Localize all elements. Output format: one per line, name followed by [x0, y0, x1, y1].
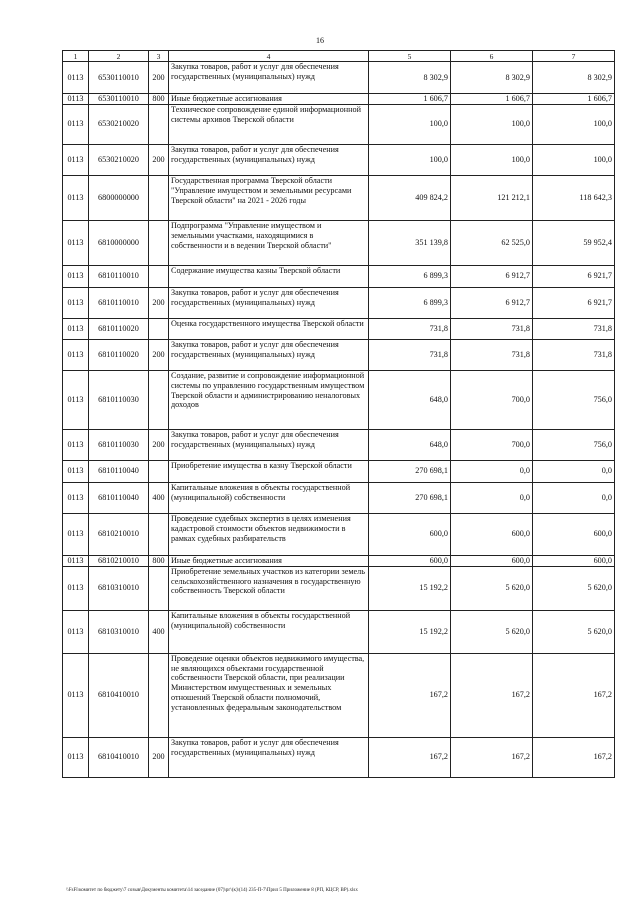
table-row [63, 460, 615, 482]
cell-name: Иные бюджетные ассигнования [169, 555, 369, 566]
cell-section: 0113 [63, 62, 89, 94]
cell-amount-2024: 351 139,8 [369, 220, 451, 265]
cell-target-article: 6810110040 [89, 482, 149, 513]
cell-section: 0113 [63, 265, 89, 287]
cell-section: 0113 [63, 144, 89, 175]
cell-target-article: 6810310010 [89, 566, 149, 610]
cell-name: Закупка товаров, работ и услуг для обеспечения государственных (муниципальных) нужд [169, 144, 369, 175]
cell-name: Приобретение имущества в казну Тверской области [169, 460, 369, 482]
table-row [63, 287, 615, 318]
cell-amount-2024: 648,0 [369, 429, 451, 460]
cell-section: 0113 [63, 737, 89, 777]
cell-name: Капитальные вложения в объекты государственной (муниципальной) собственности [169, 610, 369, 653]
cell-target-article: 6530110010 [89, 62, 149, 94]
cell-amount-2025: 121 212,1 [451, 175, 533, 220]
cell-expense-type: 800 [149, 94, 169, 105]
cell-section: 0113 [63, 555, 89, 566]
cell-amount-2025: 5 620,0 [451, 566, 533, 610]
table-row [63, 265, 615, 287]
cell-amount-2024: 600,0 [369, 513, 451, 555]
cell-amount-2026: 6 921,7 [533, 265, 615, 287]
table-row [63, 610, 615, 653]
cell-expense-type: 200 [149, 737, 169, 777]
cell-name: Закупка товаров, работ и услуг для обеспечения государственных (муниципальных) нужд [169, 287, 369, 318]
cell-name: Закупка товаров, работ и услуг для обеспечения государственных (муниципальных) нужд [169, 62, 369, 94]
cell-amount-2026: 731,8 [533, 339, 615, 370]
table-row [63, 175, 615, 220]
table-row [63, 370, 615, 429]
cell-amount-2026: 8 302,9 [533, 62, 615, 94]
table-row [63, 513, 615, 555]
header-col-1: 1 [63, 51, 89, 62]
cell-target-article: 6810110020 [89, 339, 149, 370]
cell-expense-type [149, 460, 169, 482]
cell-expense-type: 200 [149, 287, 169, 318]
cell-amount-2026: 5 620,0 [533, 610, 615, 653]
cell-target-article: 6810000000 [89, 220, 149, 265]
cell-target-article: 6810110010 [89, 287, 149, 318]
cell-section: 0113 [63, 429, 89, 460]
header-col-7: 7 [533, 51, 615, 62]
cell-section: 0113 [63, 653, 89, 737]
cell-target-article: 6810310010 [89, 610, 149, 653]
header-col-6: 6 [451, 51, 533, 62]
table-row [63, 482, 615, 513]
cell-amount-2026: 731,8 [533, 318, 615, 339]
cell-expense-type: 200 [149, 339, 169, 370]
header-col-3: 3 [149, 51, 169, 62]
cell-amount-2025: 6 912,7 [451, 287, 533, 318]
cell-name: Подпрограмма "Управление имуществом и земельными участками, находящимися в собственности и в ведении Тверской области" [169, 220, 369, 265]
cell-expense-type: 200 [149, 144, 169, 175]
cell-expense-type [149, 220, 169, 265]
cell-section: 0113 [63, 460, 89, 482]
cell-target-article: 6800000000 [89, 175, 149, 220]
cell-expense-type [149, 653, 169, 737]
header-col-2: 2 [89, 51, 149, 62]
cell-amount-2025: 62 525,0 [451, 220, 533, 265]
cell-amount-2025: 167,2 [451, 653, 533, 737]
cell-expense-type [149, 175, 169, 220]
cell-amount-2025: 167,2 [451, 737, 533, 777]
cell-name: Государственная программа Тверской области "Управление имуществом и земельными ресурсами Тверской области" на 2021 - 2026 годы [169, 175, 369, 220]
table-row [63, 653, 615, 737]
cell-section: 0113 [63, 566, 89, 610]
cell-expense-type [149, 104, 169, 144]
cell-amount-2024: 270 698,1 [369, 460, 451, 482]
cell-name: Проведение оценки объектов недвижимого имущества, не являющихся объектами государственной собственности Тверской области, при реализации Министерством имущественных и земельных отношений Тверской области полномочий, установленных федеральным законодательством [169, 653, 369, 737]
cell-name: Техническое сопровождение единой информационной системы архивов Тверской области [169, 104, 369, 144]
cell-section: 0113 [63, 318, 89, 339]
cell-amount-2025: 731,8 [451, 318, 533, 339]
cell-section: 0113 [63, 104, 89, 144]
cell-amount-2024: 100,0 [369, 104, 451, 144]
cell-target-article: 6810110040 [89, 460, 149, 482]
cell-amount-2025: 1 606,7 [451, 94, 533, 105]
cell-target-article: 6530210020 [89, 104, 149, 144]
table-row [63, 62, 615, 94]
cell-expense-type: 400 [149, 482, 169, 513]
cell-amount-2026: 5 620,0 [533, 566, 615, 610]
cell-amount-2025: 700,0 [451, 370, 533, 429]
cell-amount-2025: 731,8 [451, 339, 533, 370]
cell-target-article: 6810410010 [89, 737, 149, 777]
table-row [63, 104, 615, 144]
cell-amount-2024: 648,0 [369, 370, 451, 429]
budget-table [62, 50, 615, 778]
cell-section: 0113 [63, 287, 89, 318]
cell-section: 0113 [63, 175, 89, 220]
table-row [63, 220, 615, 265]
cell-amount-2024: 8 302,9 [369, 62, 451, 94]
cell-amount-2024: 731,8 [369, 339, 451, 370]
cell-target-article: 6810110020 [89, 318, 149, 339]
cell-expense-type: 800 [149, 555, 169, 566]
table-row [63, 339, 615, 370]
cell-expense-type [149, 566, 169, 610]
cell-expense-type: 200 [149, 62, 169, 94]
cell-expense-type: 400 [149, 610, 169, 653]
cell-name: Закупка товаров, работ и услуг для обеспечения государственных (муниципальных) нужд [169, 429, 369, 460]
cell-target-article: 6810410010 [89, 653, 149, 737]
table-row [63, 94, 615, 105]
cell-amount-2025: 6 912,7 [451, 265, 533, 287]
cell-amount-2024: 167,2 [369, 653, 451, 737]
cell-amount-2025: 0,0 [451, 482, 533, 513]
cell-expense-type [149, 370, 169, 429]
cell-name: Содержание имущества казны Тверской области [169, 265, 369, 287]
cell-section: 0113 [63, 513, 89, 555]
cell-section: 0113 [63, 370, 89, 429]
file-path-footer: \\FsFi\комитет по бюджету\7 созыв\Документы комитета\14 заседание (07)\рг\(к)\(14) 235-П-7\Прил 5 Приложение 8 (РП, КЦСР, ВР).xlsx [66, 888, 358, 893]
cell-name: Закупка товаров, работ и услуг для обеспечения государственных (муниципальных) нужд [169, 339, 369, 370]
cell-amount-2026: 167,2 [533, 737, 615, 777]
cell-amount-2026: 100,0 [533, 104, 615, 144]
cell-amount-2025: 600,0 [451, 555, 533, 566]
cell-amount-2025: 600,0 [451, 513, 533, 555]
cell-amount-2024: 6 899,3 [369, 287, 451, 318]
header-col-4: 4 [169, 51, 369, 62]
cell-name: Создание, развитие и сопровождение информационной системы по управлению государственным имуществом Тверской области и администрированию неналоговых доходов [169, 370, 369, 429]
cell-name: Проведение судебных экспертиз в целях изменения кадастровой стоимости объектов недвижимости в рамках судебных разбирательств [169, 513, 369, 555]
cell-amount-2025: 100,0 [451, 144, 533, 175]
cell-amount-2024: 100,0 [369, 144, 451, 175]
table-row [63, 318, 615, 339]
page-number: 16 [316, 36, 324, 45]
cell-target-article: 6810210010 [89, 513, 149, 555]
table-row [63, 737, 615, 777]
cell-expense-type [149, 513, 169, 555]
cell-target-article: 6810110010 [89, 265, 149, 287]
cell-target-article: 6530210020 [89, 144, 149, 175]
cell-target-article: 6810110030 [89, 429, 149, 460]
cell-amount-2026: 756,0 [533, 429, 615, 460]
cell-target-article: 6530110010 [89, 94, 149, 105]
cell-amount-2026: 0,0 [533, 460, 615, 482]
cell-amount-2024: 6 899,3 [369, 265, 451, 287]
cell-amount-2026: 600,0 [533, 513, 615, 555]
cell-target-article: 6810210010 [89, 555, 149, 566]
cell-expense-type [149, 265, 169, 287]
cell-name: Капитальные вложения в объекты государственной (муниципальной) собственности [169, 482, 369, 513]
cell-amount-2024: 409 824,2 [369, 175, 451, 220]
cell-amount-2026: 600,0 [533, 555, 615, 566]
cell-section: 0113 [63, 220, 89, 265]
cell-section: 0113 [63, 94, 89, 105]
cell-amount-2024: 15 192,2 [369, 610, 451, 653]
cell-amount-2024: 270 698,1 [369, 482, 451, 513]
cell-amount-2026: 167,2 [533, 653, 615, 737]
cell-amount-2024: 15 192,2 [369, 566, 451, 610]
cell-amount-2026: 1 606,7 [533, 94, 615, 105]
table-row [63, 144, 615, 175]
cell-amount-2025: 700,0 [451, 429, 533, 460]
cell-name: Иные бюджетные ассигнования [169, 94, 369, 105]
cell-amount-2024: 167,2 [369, 737, 451, 777]
cell-target-article: 6810110030 [89, 370, 149, 429]
cell-amount-2025: 0,0 [451, 460, 533, 482]
header-col-5: 5 [369, 51, 451, 62]
cell-amount-2025: 5 620,0 [451, 610, 533, 653]
cell-name: Закупка товаров, работ и услуг для обеспечения государственных (муниципальных) нужд [169, 737, 369, 777]
cell-section: 0113 [63, 482, 89, 513]
cell-amount-2024: 600,0 [369, 555, 451, 566]
cell-amount-2024: 731,8 [369, 318, 451, 339]
table-row [63, 555, 615, 566]
cell-name: Оценка государственного имущества Тверской области [169, 318, 369, 339]
cell-expense-type [149, 318, 169, 339]
cell-section: 0113 [63, 610, 89, 653]
table-row [63, 566, 615, 610]
cell-amount-2024: 1 606,7 [369, 94, 451, 105]
cell-expense-type: 200 [149, 429, 169, 460]
cell-amount-2026: 118 642,3 [533, 175, 615, 220]
cell-name: Приобретение земельных участков из категории земель сельскохозяйственного назначения в государственную собственность Тверской области [169, 566, 369, 610]
cell-amount-2026: 59 952,4 [533, 220, 615, 265]
cell-amount-2025: 8 302,9 [451, 62, 533, 94]
cell-amount-2026: 6 921,7 [533, 287, 615, 318]
cell-amount-2025: 100,0 [451, 104, 533, 144]
cell-amount-2026: 100,0 [533, 144, 615, 175]
header-row [63, 51, 615, 62]
table-row [63, 429, 615, 460]
cell-amount-2026: 756,0 [533, 370, 615, 429]
cell-amount-2026: 0,0 [533, 482, 615, 513]
cell-section: 0113 [63, 339, 89, 370]
